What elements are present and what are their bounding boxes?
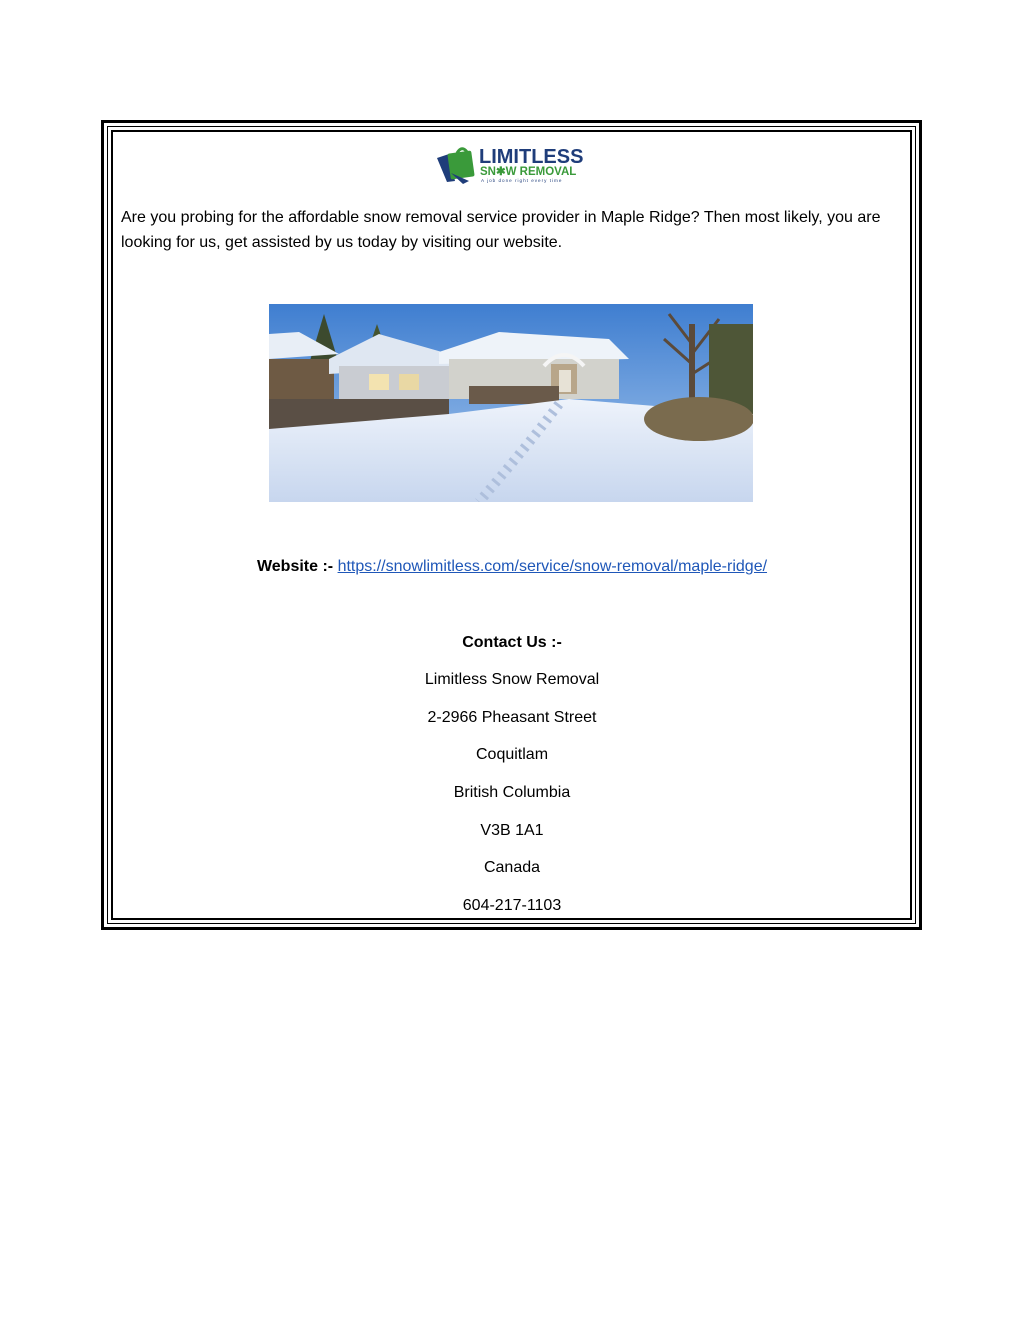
contact-province: British Columbia: [453, 784, 571, 801]
contact-phone: 604-217-1103: [462, 897, 562, 914]
contact-country: Canada: [483, 859, 541, 876]
contact-company: Limitless Snow Removal: [424, 671, 600, 688]
contact-heading: Contact Us :-: [462, 634, 562, 651]
intro-paragraph: Are you probing for the affordable snow removal service provider in Maple Ridge? Then most likely, you are looking for us, get assisted by us today by visiting our website.: [121, 209, 881, 251]
company-logo: [435, 143, 585, 185]
logo-subname: SN✱W REMOVAL: [480, 166, 577, 178]
website-label: Website :-: [256, 558, 334, 575]
contact-postal: V3B 1A1: [480, 822, 544, 839]
contact-city: Coquitlam: [475, 746, 549, 763]
website-line: [110, 556, 914, 578]
logo-bag-shape: [447, 150, 474, 179]
logo-name: LIMITLESS: [479, 146, 584, 168]
logo-tagline: A job done right every time: [481, 178, 563, 183]
website-link[interactable]: https://snowlimitless.com/service/snow-removal/maple-ridge/: [337, 558, 768, 575]
snowy-house-photo: [269, 304, 753, 502]
contact-street: 2-2966 Pheasant Street: [427, 709, 597, 726]
